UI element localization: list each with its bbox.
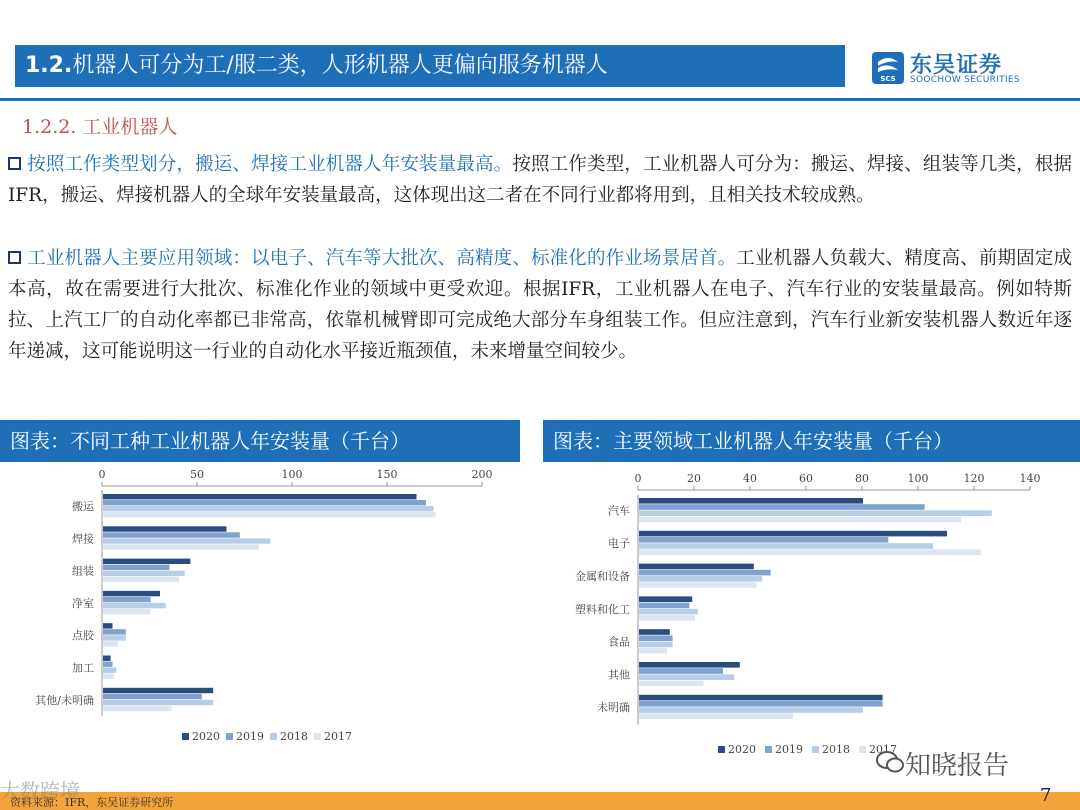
bar-2019 xyxy=(103,694,202,699)
category-label: 加工 xyxy=(72,661,94,675)
category-label: 其他/未明确 xyxy=(35,693,94,707)
left-bar-chart xyxy=(0,462,520,752)
category-label: 其他 xyxy=(608,668,630,682)
category-label: 搬运 xyxy=(72,500,94,513)
bar-2017 xyxy=(639,549,981,555)
bar-2020 xyxy=(639,498,863,504)
bar-2019 xyxy=(639,603,689,609)
section-subheading: 1.2.2. 工业机器人 xyxy=(22,116,178,138)
paragraph-1 xyxy=(8,149,1072,211)
logo-mark-text: SCS xyxy=(880,75,896,83)
bar-2020 xyxy=(639,695,883,701)
legend-label: 2019 xyxy=(775,743,803,756)
category-label: 焊接 xyxy=(72,532,94,546)
legend-label: 2017 xyxy=(869,743,897,756)
legend-swatch xyxy=(314,733,321,740)
paragraph-1-body: 按照工作类型，工业机器人可分为：搬运、焊接、组装等几类，根据IFR，搬运、焊接机器人的全球年安装量最高，这体现出这二者在不同行业都将用到，且相关技术较成熟。 xyxy=(8,154,1072,206)
bar-2020 xyxy=(639,596,692,602)
header-divider xyxy=(0,98,1080,101)
x-tick-label: 0 xyxy=(634,472,642,485)
bar-2020 xyxy=(639,564,754,570)
bar-2018 xyxy=(103,635,126,640)
scs-logo-icon xyxy=(872,52,904,84)
bar-2019 xyxy=(103,500,426,505)
watermark-right: 知晓报告 xyxy=(905,751,1010,781)
x-tick-label: 100 xyxy=(907,472,929,485)
bar-2019 xyxy=(639,570,771,576)
right-figure-title: 图表：主要领域工业机器人年安装量（千台） xyxy=(543,420,1080,462)
bar-2018 xyxy=(639,707,863,713)
category-label: 塑料和化工 xyxy=(575,602,630,616)
bar-2019 xyxy=(103,629,126,634)
square-bullet-icon xyxy=(8,251,21,264)
legend-swatch xyxy=(182,733,189,740)
bar-2018 xyxy=(639,576,762,582)
title-number: 1.2. xyxy=(25,53,73,78)
bar-2019 xyxy=(639,635,673,641)
bar-2019 xyxy=(103,565,170,570)
bar-2018 xyxy=(103,700,213,705)
legend-swatch xyxy=(812,746,819,753)
bar-2018 xyxy=(103,571,185,576)
bar-2020 xyxy=(103,526,227,531)
category-label: 组装 xyxy=(72,564,94,578)
x-tick-label: 40 xyxy=(743,472,757,485)
right-bar-chart xyxy=(543,462,1080,762)
legend-label: 2020 xyxy=(192,730,220,743)
bar-2019 xyxy=(639,537,888,543)
bar-2017 xyxy=(103,706,171,711)
x-tick-label: 0 xyxy=(98,468,106,481)
bar-2019 xyxy=(639,668,723,674)
bar-2017 xyxy=(639,517,961,523)
page-number: 7 xyxy=(1040,785,1052,806)
legend-swatch xyxy=(270,733,277,740)
category-label: 食品 xyxy=(608,635,630,649)
bar-2020 xyxy=(639,662,740,668)
bar-2017 xyxy=(639,713,793,719)
category-label: 净室 xyxy=(72,596,94,610)
square-bullet-icon xyxy=(8,157,21,170)
company-logo xyxy=(872,48,1032,90)
legend-label: 2020 xyxy=(728,743,756,756)
x-tick-label: 140 xyxy=(1019,472,1041,485)
x-tick-label: 150 xyxy=(376,468,398,481)
legend-swatch xyxy=(226,733,233,740)
x-tick-label: 80 xyxy=(855,472,869,485)
logo-en-text: SOOCHOW SECURITIES xyxy=(910,75,1020,85)
category-label: 汽车 xyxy=(608,504,630,518)
x-tick-label: 20 xyxy=(687,472,701,485)
title-text: 机器人可分为工/服二类，人形机器人更偏向服务机器人 xyxy=(72,53,608,78)
paragraph-1-highlight: 按照工作类型划分，搬运、焊接工业机器人年安装量最高。 xyxy=(27,154,513,175)
legend-swatch xyxy=(765,746,772,753)
bar-2017 xyxy=(639,681,703,687)
bar-2018 xyxy=(103,668,116,673)
bar-2017 xyxy=(639,648,667,654)
bar-2017 xyxy=(103,641,118,646)
bar-2017 xyxy=(103,512,436,517)
bar-2017 xyxy=(639,582,757,588)
bar-2018 xyxy=(639,543,933,549)
bar-2020 xyxy=(103,559,190,564)
bar-2018 xyxy=(639,674,734,680)
bar-2017 xyxy=(103,609,151,614)
bar-2019 xyxy=(639,504,925,510)
left-figure-title: 图表：不同工种工业机器人年安装量（千台） xyxy=(0,420,520,462)
bar-2019 xyxy=(103,597,151,602)
page-title xyxy=(15,45,845,87)
bar-2018 xyxy=(639,609,698,615)
bar-2017 xyxy=(103,544,259,549)
bar-2020 xyxy=(103,623,113,628)
x-tick-label: 100 xyxy=(281,468,303,481)
x-tick-label: 60 xyxy=(799,472,813,485)
wechat-icon xyxy=(876,750,904,774)
x-tick-label: 50 xyxy=(190,468,204,481)
bar-2018 xyxy=(103,538,270,543)
bar-2019 xyxy=(639,701,883,707)
legend-swatch xyxy=(718,746,725,753)
bar-2020 xyxy=(103,688,213,693)
x-tick-label: 200 xyxy=(471,468,493,481)
bar-2019 xyxy=(103,532,240,537)
bar-2020 xyxy=(103,656,111,661)
source-note: 资料来源：IFR，东吴证券研究所 xyxy=(10,796,174,809)
paragraph-2-highlight: 工业机器人主要应用领域：以电子、汽车等大批次、高精度、标准化的作业场景居首。 xyxy=(27,248,737,269)
bar-2018 xyxy=(103,603,166,608)
category-label: 点胶 xyxy=(72,629,94,643)
legend-label: 2019 xyxy=(236,730,264,743)
bar-2019 xyxy=(103,662,113,667)
watermark-left: 大数跨境 xyxy=(0,779,80,803)
bar-2020 xyxy=(639,531,947,537)
bar-2018 xyxy=(639,510,992,516)
x-tick-label: 120 xyxy=(963,472,985,485)
legend-label: 2018 xyxy=(822,743,850,756)
bar-2018 xyxy=(639,642,673,648)
legend-swatch xyxy=(859,746,866,753)
logo-cn-text: 东吴证券 xyxy=(910,53,1003,78)
legend-label: 2017 xyxy=(324,730,352,743)
bar-2018 xyxy=(103,506,434,511)
category-label: 电子 xyxy=(608,537,630,551)
bar-2017 xyxy=(103,577,179,582)
paragraph-2-body: 工业机器人负载大、精度高、前期固定成本高，故在需要进行大批次、标准化作业的领域中更受欢迎。根据IFR，工业机器人在电子、汽车行业的安装量最高。例如特斯拉、上汽工厂的自动化率都已非常高，依靠机械臂即可完成绝大部分车身组装工作。但应注意到，汽车行业新安装机器人数近年逐年递减，这可能说明这一行业的自动化水平接近瓶颈值，未来增量空间较少。 xyxy=(8,248,1072,362)
bar-2017 xyxy=(103,674,114,679)
bar-2020 xyxy=(103,591,160,596)
category-label: 未明确 xyxy=(597,701,630,715)
bar-2020 xyxy=(103,494,417,499)
bar-2017 xyxy=(639,615,695,621)
legend-label: 2018 xyxy=(280,730,308,743)
category-label: 金属和设备 xyxy=(575,570,630,583)
bar-2020 xyxy=(639,629,670,635)
paragraph-2 xyxy=(8,243,1072,367)
